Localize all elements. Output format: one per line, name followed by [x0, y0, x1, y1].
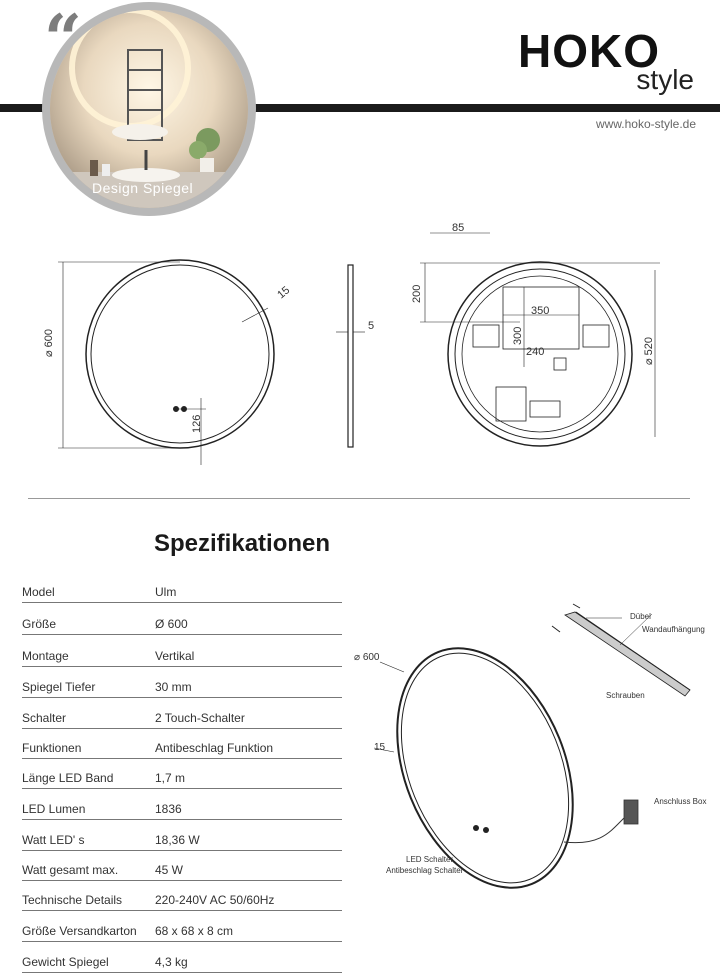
spec-value: Vertikal	[155, 649, 195, 663]
website-url[interactable]: www.hoko-style.de	[595, 117, 696, 131]
specs-title: Spezifikationen	[154, 530, 331, 557]
brand-logo-sub: style	[636, 64, 694, 95]
spec-label: Watt gesamt max.	[22, 863, 119, 877]
spec-row	[22, 728, 342, 759]
front-frame-label: 15	[275, 284, 293, 302]
back-offset-label: 85	[452, 222, 465, 234]
spec-label: Model	[22, 585, 55, 599]
led-switch-dot	[473, 825, 479, 831]
back-width-350-label: 350	[531, 305, 550, 317]
section-divider	[28, 498, 690, 499]
spec-value: 68 x 68 x 8 cm	[155, 924, 234, 938]
hero-caption: Design Spiegel	[92, 180, 194, 196]
spec-value: 30 mm	[155, 680, 192, 694]
spec-value: Ulm	[155, 585, 177, 599]
technical-drawings	[0, 215, 720, 475]
spec-value: 1836	[155, 802, 182, 816]
spec-value: 18,36 W	[155, 833, 200, 847]
mirror-outline	[364, 622, 606, 900]
junction-box-label: Anschluss Box	[654, 797, 707, 806]
exploded-view	[340, 600, 720, 900]
spec-row	[22, 572, 342, 603]
side-depth-label: 5	[368, 320, 375, 332]
quote-icon: “	[44, 0, 82, 78]
spec-row	[22, 636, 342, 667]
spec-row	[22, 911, 342, 942]
spec-row	[22, 850, 342, 881]
spec-row	[22, 789, 342, 820]
brand-logo: HOKO	[518, 25, 660, 77]
spec-row	[22, 667, 342, 698]
junction-box-cable	[564, 800, 638, 843]
back-height-200-label: 200	[411, 284, 423, 303]
back-width-240-label: 240	[526, 346, 545, 358]
spec-value: 45 W	[155, 863, 184, 877]
spec-label: Größe Versandkarton	[22, 924, 137, 938]
front-button-offset-label: 126	[191, 414, 203, 433]
spec-row	[22, 698, 342, 729]
spec-value: Ø 600	[155, 617, 188, 631]
spec-label: Montage	[22, 649, 69, 663]
wall-bracket	[552, 604, 690, 696]
back-view	[420, 233, 660, 446]
front-diameter-label: ⌀ 600	[43, 328, 55, 357]
spec-value: 4,3 kg	[155, 955, 188, 969]
spec-label: Watt LED' s	[22, 833, 85, 847]
wall-mount-label: Wandaufhängung	[642, 625, 705, 634]
front-view	[58, 260, 274, 465]
back-height-300-label: 300	[512, 326, 524, 345]
spec-value: 2 Touch-Schalter	[155, 711, 245, 725]
spec-label: Technische Details	[22, 893, 123, 907]
spec-value: 220-240V AC 50/60Hz	[155, 893, 275, 907]
spec-label: LED Lumen	[22, 802, 86, 816]
anti-fog-switch-label: Antibeschlag Schalter	[386, 866, 464, 875]
anti-fog-switch-dot	[483, 827, 489, 833]
exploded-diameter-label: ⌀ 600	[354, 652, 380, 663]
spec-row	[22, 942, 342, 973]
spec-label: Länge LED Band	[22, 771, 114, 785]
spec-row	[22, 758, 342, 789]
spec-row	[22, 604, 342, 635]
spec-label: Größe	[22, 617, 57, 631]
spec-row	[22, 820, 342, 851]
back-diameter-label: ⌀ 520	[643, 336, 655, 365]
screws-label: Schrauben	[606, 691, 645, 700]
spec-label: Funktionen	[22, 741, 82, 755]
spec-label: Schalter	[22, 711, 67, 725]
spec-label: Spiegel Tiefer	[22, 680, 96, 694]
dubel-label: Dübel	[630, 612, 651, 621]
spec-label: Gewicht Spiegel	[22, 955, 109, 969]
side-view	[336, 265, 365, 447]
led-switch-label: LED Schalter	[406, 855, 454, 864]
spec-row	[22, 880, 342, 911]
spec-value: 1,7 m	[155, 771, 186, 785]
exploded-frame-label: 15	[374, 742, 386, 753]
spec-value: Antibeschlag Funktion	[155, 741, 274, 755]
